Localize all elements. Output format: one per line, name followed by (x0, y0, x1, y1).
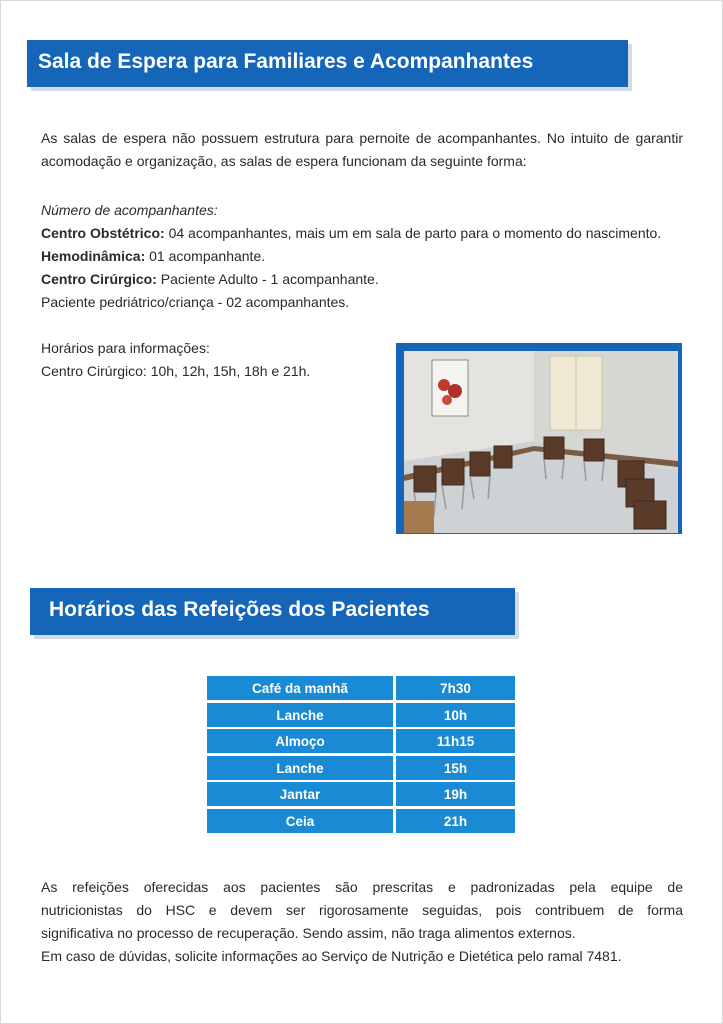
meal-name-cell: Lanche (207, 703, 393, 727)
table-row (207, 809, 515, 833)
meal-name-cell: Jantar (207, 782, 393, 806)
meal-time-cell: 10h (396, 703, 515, 727)
surgical-label: Centro Cirúrgico: (41, 271, 157, 287)
table-row (207, 782, 515, 806)
surgical-text: Paciente Adulto - 1 acompanhante. (156, 271, 379, 287)
table-row (207, 676, 515, 700)
meals-line-1: As refeições oferecidas aos pacientes são prescritas e padronizadas pela equipe de (41, 879, 683, 895)
hemo-label: Hemodinâmica: (41, 248, 146, 264)
obstetric-text: 04 acompanhantes, mais um em sala de parto para o momento do nascimento. (164, 225, 662, 241)
meals-line-3: significativa no processo de recuperação. Sendo assim, não traga alimentos externos. (41, 925, 576, 941)
table-row (207, 729, 515, 753)
table-row (207, 756, 515, 780)
meals-line-4: Em caso de dúvidas, solicite informações ao Serviço de Nutrição e Dietética pelo ramal 7481. (41, 948, 622, 964)
section-title-waiting-room: Sala de Espera para Familiares e Acompanhantes (27, 40, 628, 87)
meal-name-cell: Café da manhã (207, 676, 393, 700)
meals-paragraph (41, 876, 683, 968)
obstetric-label: Centro Obstétrico: (41, 225, 165, 241)
meal-time-cell: 7h30 (396, 676, 515, 700)
meals-line-2: nutricionistas do HSC e devem ser rigorosamente seguidas, pois contribuem de forma (41, 902, 683, 918)
meal-time-cell: 19h (396, 782, 515, 806)
waiting-room-illustration (404, 351, 678, 533)
info-heading: Horários para informações: (41, 340, 210, 356)
hemo-text: 01 acompanhante. (145, 248, 266, 264)
pediatric-line: Paciente pedriátrico/criança - 02 acompanhantes. (41, 294, 350, 310)
meal-time-cell: 15h (396, 756, 515, 780)
table-row (207, 703, 515, 727)
intro-paragraph: As salas de espera não possuem estrutura para pernoite de acompanhantes. No intuito de garantir acomodação e organização, as salas de espera funcionam da seguinte forma: (41, 130, 683, 169)
meal-name-cell: Almoço (207, 729, 393, 753)
info-text: Centro Cirúrgico: 10h, 12h, 15h, 18h e 21h. (41, 363, 311, 379)
hemo-line (41, 245, 683, 268)
obstetric-line (41, 222, 683, 245)
meal-time-cell: 21h (396, 809, 515, 833)
companions-heading: Número de acompanhantes: (41, 202, 218, 218)
meal-time-cell: 11h15 (396, 729, 515, 753)
waiting-room-photo (396, 343, 682, 534)
meal-name-cell: Ceia (207, 809, 393, 833)
section-title-meals: Horários das Refeições dos Pacientes (30, 588, 515, 635)
surgical-line (41, 268, 683, 291)
meal-name-cell: Lanche (207, 756, 393, 780)
